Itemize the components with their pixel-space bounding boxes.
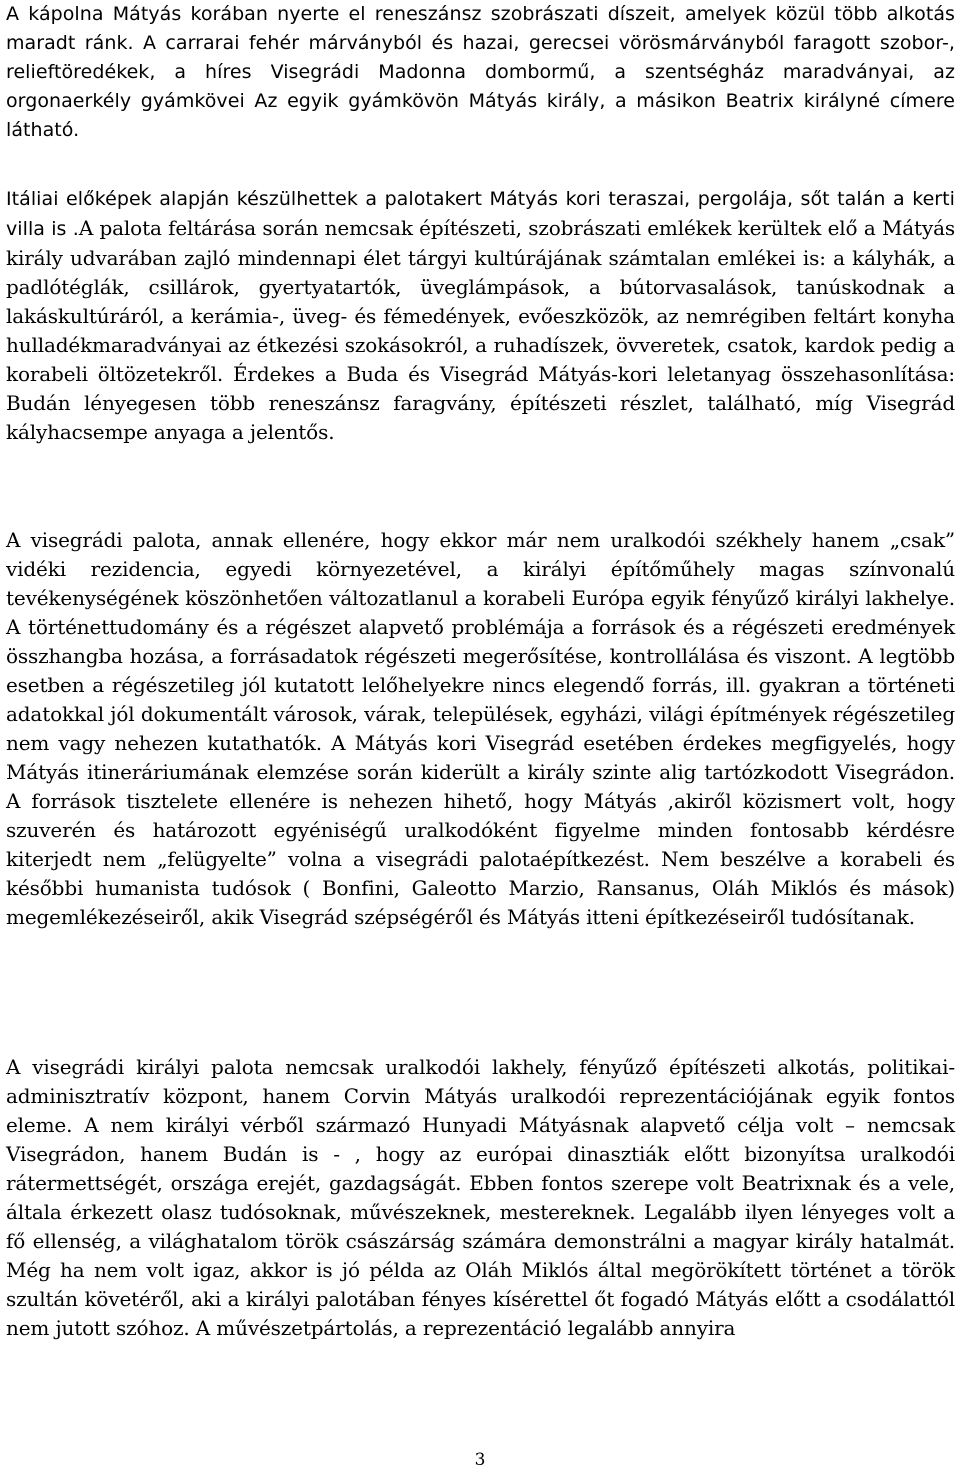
page-number: 3	[474, 1450, 486, 1470]
paragraph-royal-representation: A visegrádi királyi palota nemcsak uralkodói lakhely, fényűző építészeti alkotás, politikai-adminisztratív központ, hanem Corvin Mátyás uralkodói reprezentációjának egyik fontos eleme. A nem királyi vérből származó Hunyadi Mátyásnak alapvető célja volt – nemcsak Visegrádon, hanem Budán is - , hogy az európai dinasztiák előtt bizonyítsa uralkodói rátermettségét, országa erejét, gazdagságát. Ebben fontos szerepe volt Beatrixnak és a vele, általa érkezett olasz tudósoknak, művészeknek, mestereknek. Legalább ilyen lényeges volt a fő ellenség, a világhatalom török császárság számára demonstrálni a magyar király hatalmát. Még ha nem volt igaz, akkor is jó példa az Oláh Miklós által megörökített történet a török szultán követéről, aki a királyi palotában fényes kísérettel őt fogadó Mátyás előtt a csodálattól nem jutott szóhoz. A művészetpártolás, a reprezentáció legalább annyira	[6, 1055, 955, 1340]
paragraph-chapel-sculptures: A kápolna Mátyás korában nyerte el reneszánsz szobrászati díszeit, amelyek közül több alkotás maradt ránk. A carrarai fehér márványból és hazai, gerecsei vörösmárványból faragott szobor-, relieftöredékek, a híres Visegrádi Madonna dombormű, a szentségház maradványai, az orgonaerkély gyámkövei Az egyik gyámkövön Mátyás király, a másikon Beatrix királyné címere látható.	[6, 3, 955, 141]
paragraph-palace-finds	[6, 184, 955, 447]
paragraph-garden-sentence: Itáliai előképek alapján készülhettek a palotakert Mátyás kori teraszai, pergolája, sőt talán a kerti villa is .	[6, 188, 955, 240]
paragraph-visegrad-residence: A visegrádi palota, annak ellenére, hogy ekkor már nem uralkodói székhely hanem „csak” vidéki rezidencia, egyedi környezetével, a királyi építőműhely magas színvonalú tevékenységének köszönhetően változatlanul a korabeli Európa egyik fényűző királyi lakhelye. A történettudomány és a régészet alapvető problémája a források és a régészeti eredmények összhangba hozása, a forrásadatok régészeti megerősítése, kontrollálása és viszont. A legtöbb esetben a régészetileg jól kutatott lelőhelyekre nincs elegendő forrás, ill. gyakran a történeti adatokkal jól dokumentált városok, várak, települések, egyházi, világi építmények régészetileg nem vagy nehezen kutathatók. A Mátyás kori Visegrád esetében érdekes megfigyelés, hogy Mátyás itineráriumának elemzése során kiderült a király szinte alig tartózkodott Visegrádon. A források tisztelete ellenére is nehezen hihető, hogy Mátyás ,akiről közismert volt, hogy szuverén és határozott egyéniségű uralkodóként figyelme minden fontosabb kérdésre kiterjedt nem „felügyelte” volna a visegrádi palotaépítkezést. Nem beszélve a korabeli és későbbi humanista tudósok ( Bonfini, Galeotto Marzio, Ransanus, Oláh Miklós és mások) megemlékezéseiről, akik Visegrád szépségéről és Mátyás itteni építkezéseiről tudósítanak.	[6, 528, 955, 929]
paragraph-excavation-text: A palota feltárása során nemcsak építészeti, szobrászati emlékek kerültek elő a Mátyás király udvarában zajló mindennapi élet tárgyi kultúrájának számtalan emlékei is: a kályhák, a padlótéglák, csillárok, gyertyatartók, üveglámpások, a bútorvasalások, tanúskodnak a lakáskultúráról, a kerámia-, üveg- és fémedények, evőeszközök, az nemrégiben feltárt konyha hulladékmaradványai az étkezési szokásokról, a ruhadíszek, övveretek, csatok, kardok pedig a korabeli öltözetekről. Érdekes a Buda és Visegrád Mátyás-kori leletanyag összehasonlítása: Budán lényegesen több reneszánsz faragvány, építészeti részlet, található, míg Visegrád kályhacsempe anyaga a jelentős.	[6, 216, 955, 444]
